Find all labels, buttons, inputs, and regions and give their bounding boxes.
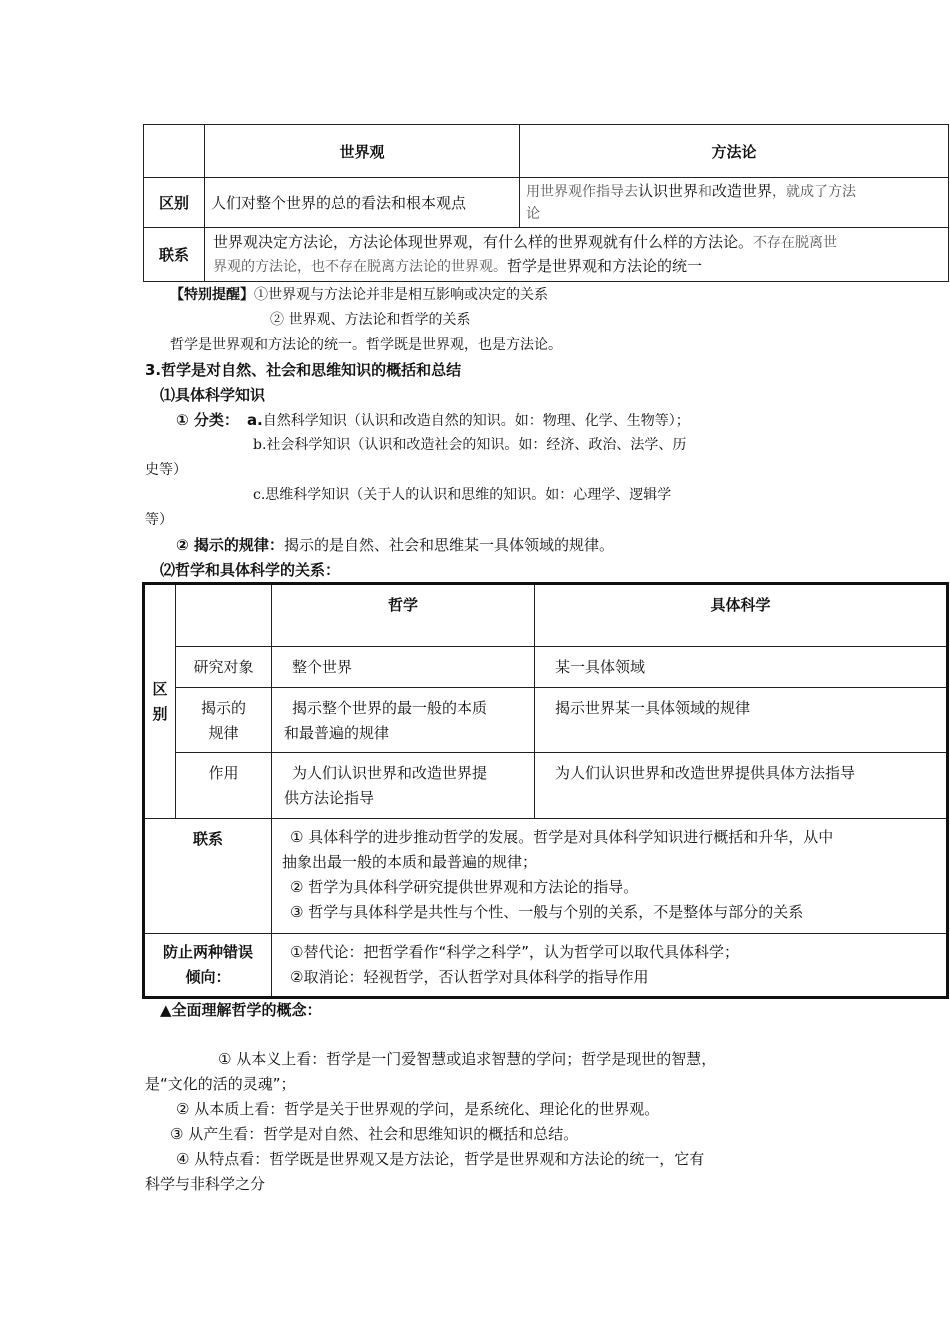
table2-link-label: 联系	[144, 819, 272, 934]
table1-link-label: 联系	[144, 228, 205, 282]
table1-link-content: 世界观决定方法论，方法论体现世界观，有什么样的世界观就有什么样的方法论。不存在脱离世 界观的方法论，也不存在脱离方法论的世界观。哲学是世界观和方法论的统一	[205, 228, 949, 282]
concept-p2: ② 从本质上看：哲学是关于世界观的学问，是系统化、理论化的世界观。	[176, 1100, 660, 1118]
table2-philosophy-law: 揭示整个世界的最一般的本质 和最普遍的规律	[272, 688, 535, 753]
concept-p4-line1: ④ 从特点看：哲学既是世界观又是方法论，哲学是世界观和方法论的统一，它有	[176, 1150, 705, 1168]
reminder-line1: 【特别提醒】①世界观与方法论并非是相互影响或决定的关系	[170, 287, 548, 303]
section3-sub2: ⑵哲学和具体科学的关系：	[160, 561, 341, 579]
classify-c-line2: 等）	[145, 512, 173, 528]
worldview-methodology-table	[143, 124, 949, 282]
philosophy-science-table	[142, 582, 949, 999]
classify-a-line: ① 分类： a.自然科学知识（认识和改造自然的知识。如：物理、化学、生物等）；	[176, 411, 690, 429]
table2-header-philosophy: 哲学	[272, 584, 535, 647]
table1-diff-methodology: 用世界观作指导去认识世界和改造世界，就成了方法 论	[520, 178, 949, 228]
table1-diff-label: 区别	[144, 178, 205, 228]
table2-philosophy-object: 整个世界	[272, 647, 535, 688]
table2-header-science: 具体科学	[535, 584, 948, 647]
table2-error-content: ①替代论：把哲学看作“科学之科学”，认为哲学可以取代具体科学； ②取消论：轻视哲学，否认哲学对具体科学的指导作用	[272, 934, 948, 998]
concept-heading: ▲全面理解哲学的概念：	[160, 1001, 322, 1019]
concept-p3: ③ 从产生看：哲学是对自然、社会和思维知识的概括和总结。	[170, 1125, 579, 1143]
reminder-line3: 哲学是世界观和方法论的统一。哲学既是世界观，也是方法论。	[170, 337, 562, 353]
table2-science-object: 某一具体领域	[535, 647, 948, 688]
table2-error-label: 防止两种错误 倾向：	[144, 934, 272, 998]
table1-header-worldview: 世界观	[205, 125, 520, 178]
table2-science-role: 为人们认识世界和改造世界提供具体方法指导	[535, 753, 948, 819]
classify-c-line1: c.思维科学知识（关于人的认识和思维的知识。如：心理学、逻辑学	[253, 487, 672, 503]
table2-diff-label: 区 别	[144, 584, 176, 819]
concept-p4-line2: 科学与非科学之分	[145, 1175, 266, 1193]
classify-b-line1: b.社会科学知识（认识和改造社会的知识。如：经济、政治、法学、历	[253, 437, 687, 453]
table2-aspect-role: 作用	[176, 753, 272, 819]
section3-sub1: ⑴具体科学知识	[160, 386, 266, 404]
concept-p1-line2: 是“文化的活的灵魂”；	[145, 1075, 296, 1093]
table2-science-law: 揭示世界某一具体领域的规律	[535, 688, 948, 753]
table2-header-blank	[176, 584, 272, 647]
table1-corner-cell	[144, 125, 205, 178]
section3-heading: 3.哲学是对自然、社会和思维知识的概括和总结	[145, 361, 462, 379]
reminder-line2: ② 世界观、方法论和哲学的关系	[270, 312, 471, 328]
classify-b-line2: 史等）	[145, 462, 187, 478]
table2-aspect-law: 揭示的 规律	[176, 688, 272, 753]
table2-philosophy-role: 为人们认识世界和改造世界提 供方法论指导	[272, 753, 535, 819]
table2-link-content: ① 具体科学的进步推动哲学的发展。哲学是对具体科学知识进行概括和升华，从中 抽象出最一般的本质和最普遍的规律； ② 哲学为具体科学研究提供世界观和方法论的指导。 ③ 哲学与具体科学是共性与个性、一般与个别的关系，不是整体与部分的关系	[272, 819, 948, 934]
table2-aspect-object: 研究对象	[176, 647, 272, 688]
law-line: ② 揭示的规律：揭示的是自然、社会和思维某一具体领域的规律。	[176, 536, 614, 554]
concept-p1-line1: ① 从本义上看：哲学是一门爱智慧或追求智慧的学问；哲学是现世的智慧，	[218, 1050, 717, 1068]
table1-diff-worldview: 人们对整个世界的总的看法和根本观点	[205, 178, 520, 228]
table1-header-methodology: 方法论	[520, 125, 949, 178]
